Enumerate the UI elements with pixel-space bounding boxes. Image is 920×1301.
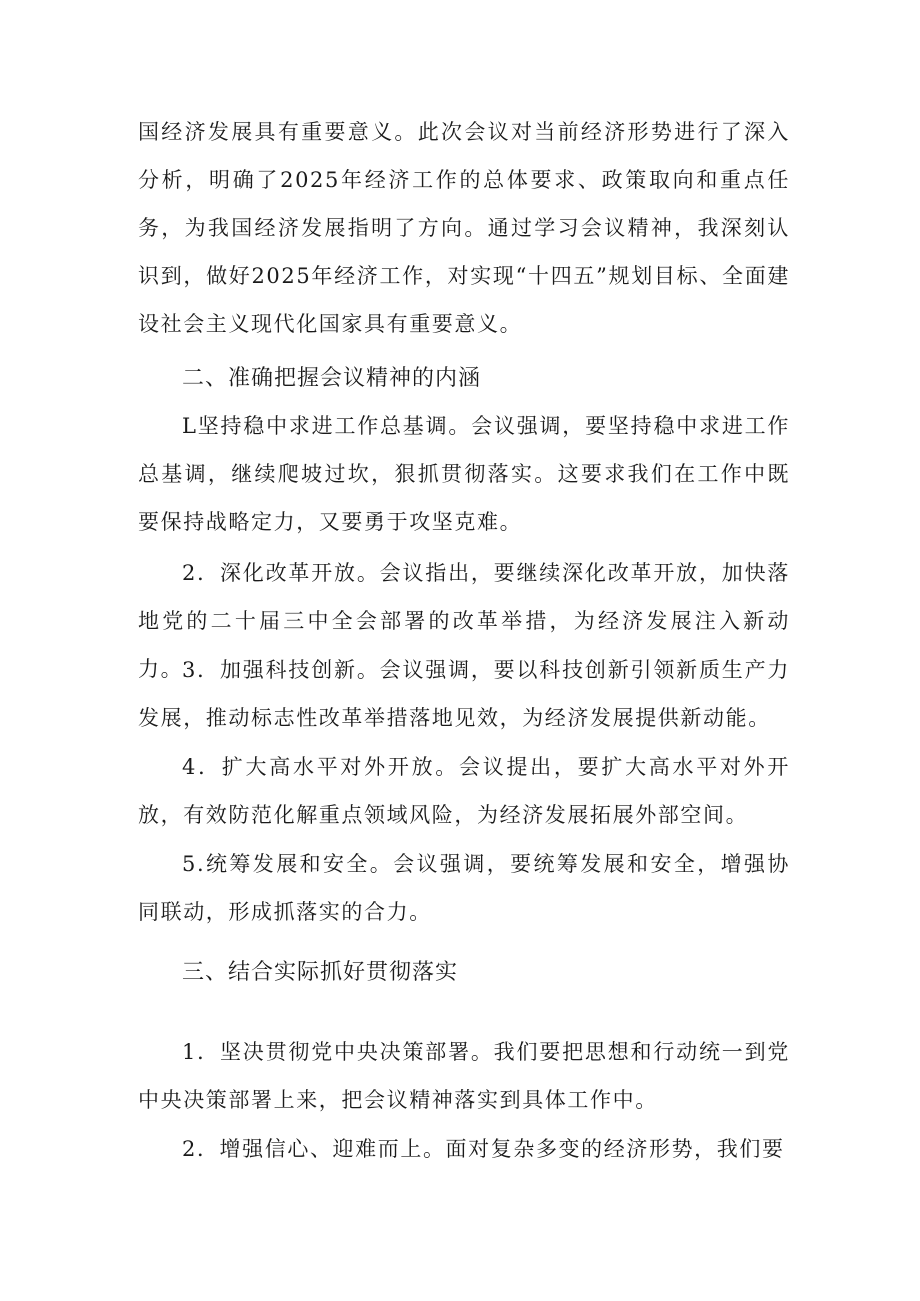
section2-item-3: 3．加强科技创新。会议强调，要以科技创新引领新质生产力发展，推动标志性改革举措落地见效，为经济发展提供新动能。 — [138, 658, 790, 730]
section2-item-1: L坚持稳中求进工作总基调。会议强调，要坚持稳中求进工作总基调，继续爬坡过坎，狠抓贯彻落实。这要求我们在工作中既要保持战略定力，又要勇于攻坚克难。 — [138, 414, 790, 534]
section-heading-3: 三、结合实际抓好贯彻落实 — [182, 960, 459, 985]
section3-item-2: 2．增强信心、迎难而上。面对复杂多变的经济形势，我们要 — [182, 1137, 785, 1161]
intro-paragraph: 国经济发展具有重要意义。此次会议对当前经济形势进行了深入分析，明确了2025年经济工作的总体要求、政策取向和重点任务，为我国经济发展指明了方向。通过学习会议精神，我深刻认识到，做好2025年经济工作，对实现“十四五”规划目标、全面建设社会主义现代化国家具有重要意义。 — [138, 120, 790, 336]
section-heading-2: 二、准确把握会议精神的内涵 — [182, 366, 482, 391]
section3-item-1: 1．坚决贯彻党中央决策部署。我们要把思想和行动统一到党中央决策部署上来，把会议精神落实到具体工作中。 — [138, 1040, 790, 1112]
section2-item-4: 4．扩大高水平对外开放。会议提出，要扩大高水平对外开放，有效防范化解重点领域风险，为经济发展拓展外部空间。 — [138, 755, 790, 827]
section2-item-2: 2．深化改革开放。会议指出，要继续深化改革开放，加快落地党的二十届三中全会部署的改革举措，为经济发展注入新动力。 — [138, 561, 790, 681]
section2-item-5: 5.统筹发展和安全。会议强调，要统筹发展和安全，增强协同联动，形成抓落实的合力。 — [138, 852, 790, 924]
